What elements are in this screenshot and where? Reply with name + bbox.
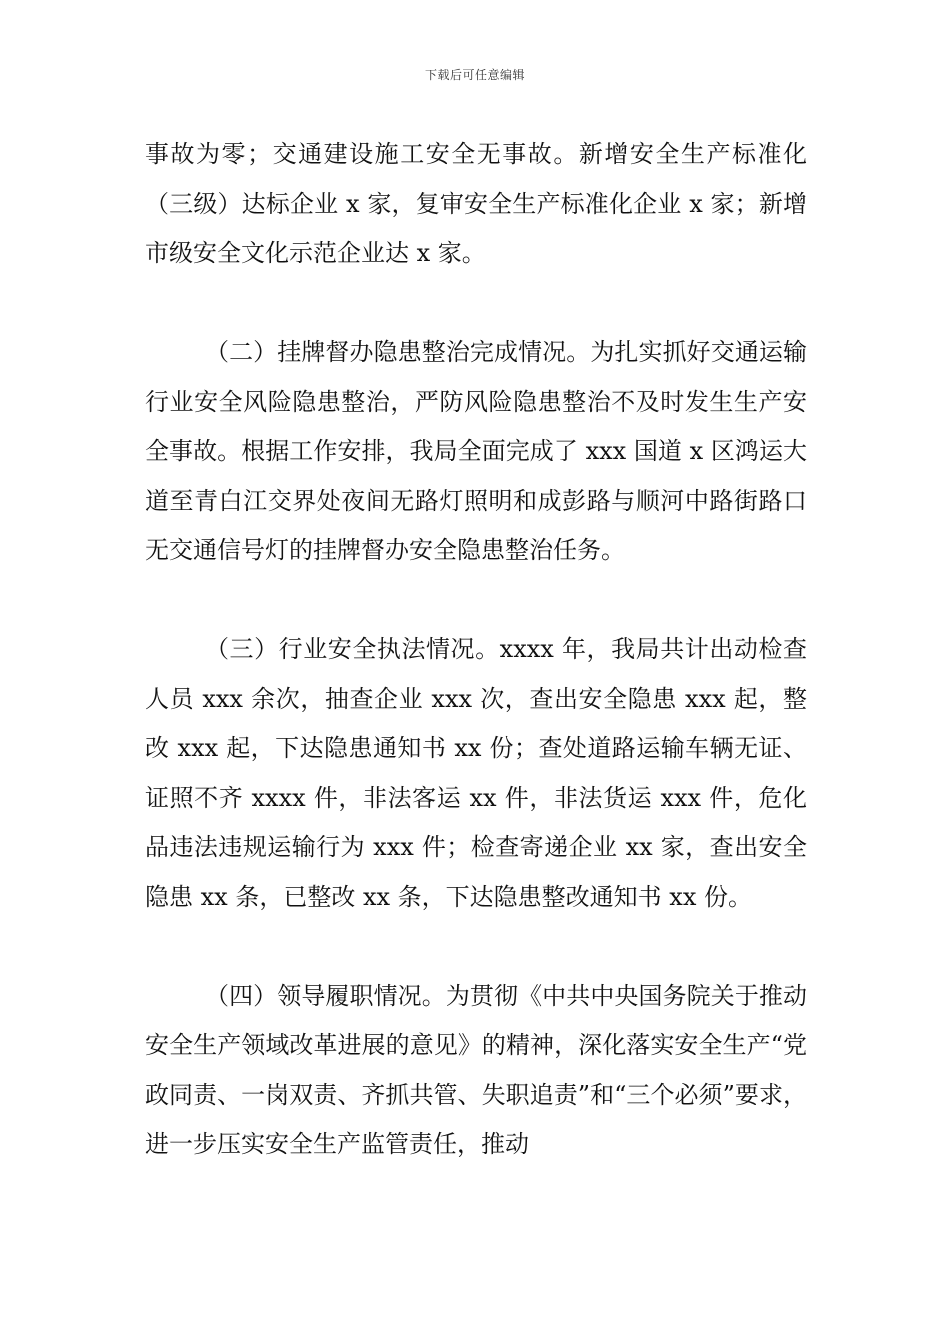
paragraph-section-2: （二）挂牌督办隐患整治完成情况。为扎实抓好交通运输行业安全风险隐患整治，严防风险隐患整治不及时发生生产安全事故。根据工作安排，我局全面完成了 xxx 国道 x 区鸿运大道至青白江交界处夜间无路灯照明和成彭路与顺河中路街路口无交通信号灯的挂牌督办安全隐患整治任务。 [145,338,807,564]
paragraph-continued: 事故为零；交通建设施工安全无事故。新增安全生产标准化（三级）达标企业 x 家，复审安全生产标准化企业 x 家；新增市级安全文化示范企业达 x 家。 [145,140,807,267]
paragraph-section-3: （三）行业安全执法情况。xxxx 年，我局共计出动检查人员 xxx 余次，抽查企业 xxx 次，查出安全隐患 xxx 起，整改 xxx 起，下达隐患通知书 xx 份；查处道路运输车辆无证、证照不齐 xxxx 件，非法客运 xx 件，非法货运 xxx 件，危化品违法违规运输行为 xxx 件；检查寄递企业 xx 家，查出安全隐患 xx 条，已整改 xx 条，下达隐患整改通知书 xx 份。 [145,635,807,911]
document-body [145,130,807,1170]
paragraph-section-4: （四）领导履职情况。为贯彻《中共中央国务院关于推动安全生产领域改革进展的意见》的精神，深化落实安全生产“党政同责、一岗双责、齐抓共管、失职追责”和“三个必须”要求，进一步压实安全生产监管责任，推动 [145,981,807,1158]
paragraph-gap [145,279,807,329]
paragraph-gap [145,922,807,972]
paragraph-gap [145,576,807,626]
header-note: 下载后可任意编辑 [424,68,525,82]
